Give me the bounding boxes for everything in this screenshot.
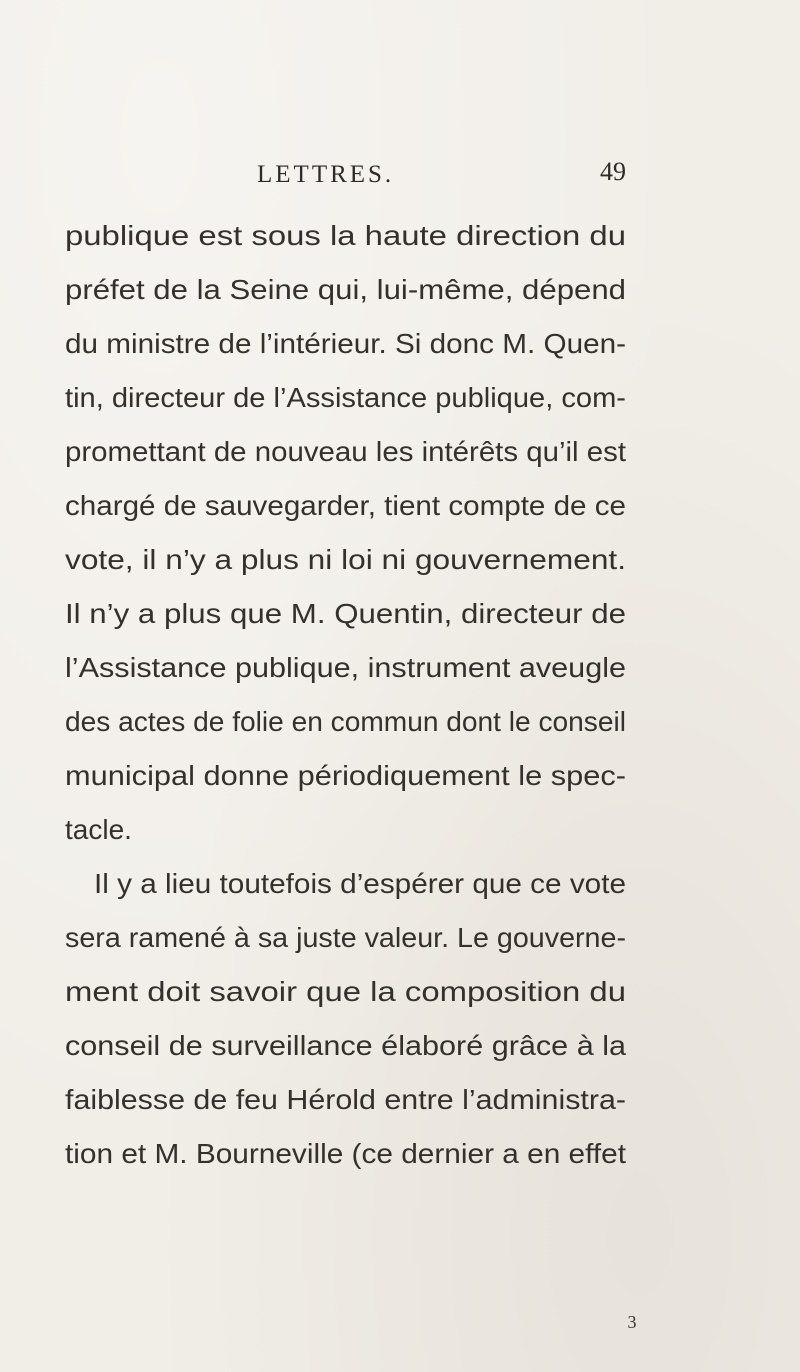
text-line: sera ramené à sa juste valeur. Le gouverne- <box>65 922 626 953</box>
text-line: vote, il n’y a plus ni loi ni gouvernement. <box>65 544 626 575</box>
text-line: chargé de sauvegarder, tient compte de ce <box>65 490 626 521</box>
text-line: l’Assistance publique, instrument aveugle <box>65 652 626 683</box>
running-head: LETTRES. <box>257 161 395 188</box>
text-line: tion et M. Bourneville (ce dernier a en effet <box>65 1138 626 1169</box>
text-line: Il y a lieu toutefois d’espérer que ce vote <box>94 868 626 899</box>
page-number: 49 <box>600 157 626 186</box>
text-line: promettant de nouveau les intérêts qu’il est <box>65 436 626 467</box>
text-line: des actes de folie en commun dont le conseil <box>65 706 626 737</box>
text-line: ment doit savoir que la composition du <box>65 976 626 1007</box>
text-line: municipal donne périodiquement le spec- <box>65 760 626 791</box>
text-line: du ministre de l’intérieur. Si donc M. Quen- <box>65 328 626 359</box>
text-line: préfet de la Seine qui, lui-même, dépend <box>65 274 626 305</box>
text-line: publique est sous la haute direction du <box>65 220 626 251</box>
text-line: faiblesse de feu Hérold entre l’administra- <box>65 1084 626 1115</box>
text-line: Il n’y a plus que M. Quentin, directeur de <box>65 598 626 629</box>
text-line: tin, directeur de l’Assistance publique, com- <box>65 382 626 413</box>
text-line: conseil de surveillance élaboré grâce à la <box>65 1030 626 1061</box>
signature-mark: 3 <box>627 1312 637 1332</box>
text-line: tacle. <box>65 814 132 845</box>
